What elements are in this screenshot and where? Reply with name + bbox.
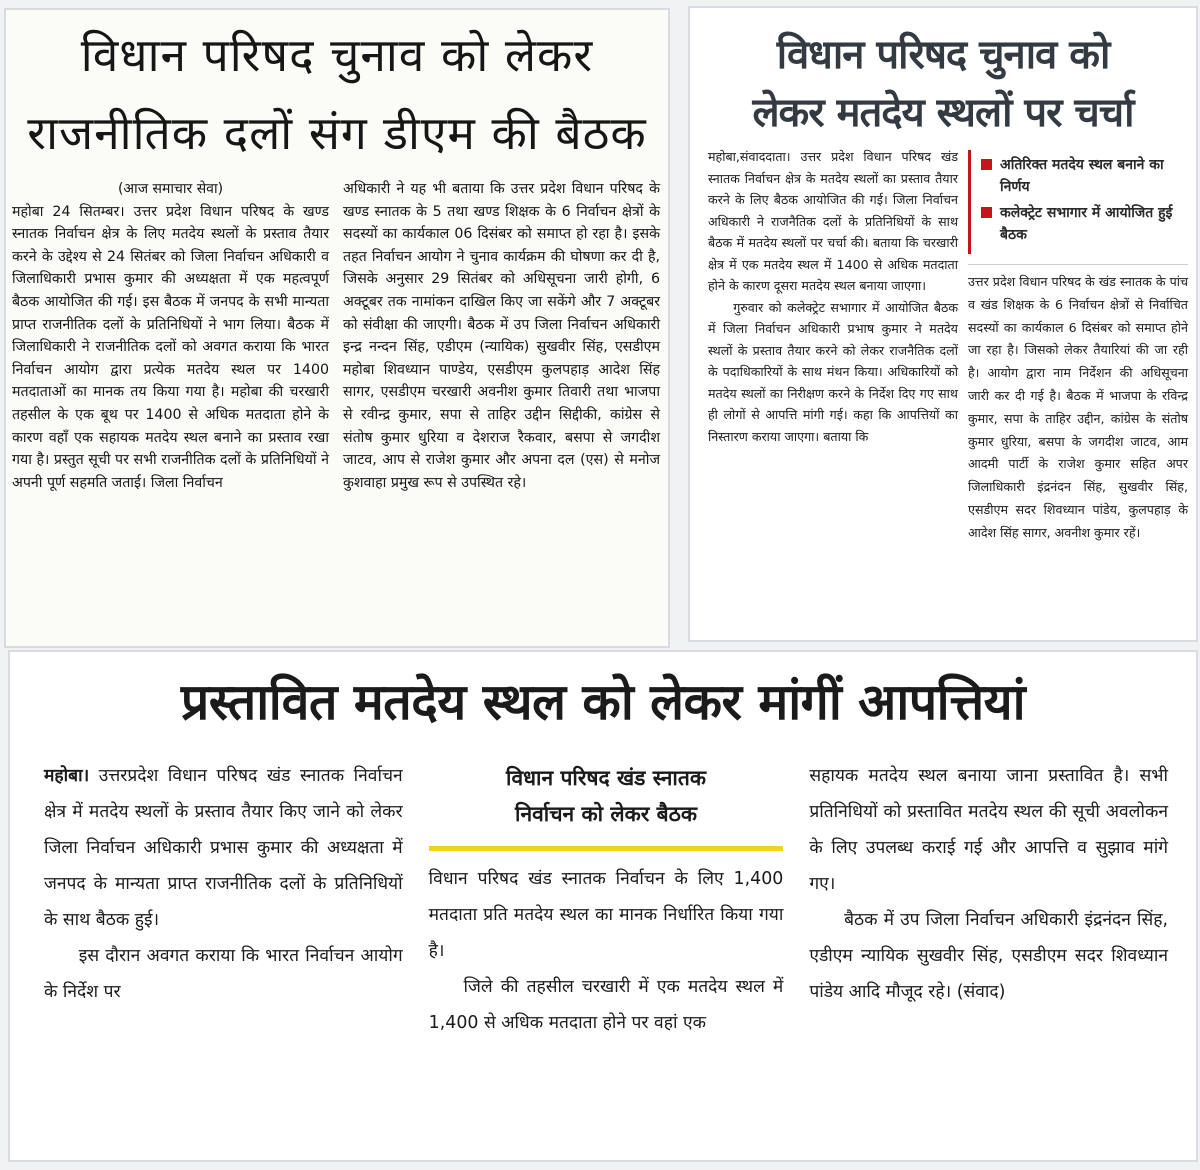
clip3-subheading-line1: विधान परिषद खंड स्नातक	[506, 766, 706, 790]
clip3-column-3-paragraph-2: बैठक में उप जिला निर्वाचन अधिकारी इंद्रनंदन सिंह, एडीएम न्यायिक सुखवीर सिंह, एसडीएम सदर शिवध्यान पांडेय आदि मौजूद रहे। (संवाद)	[809, 910, 1168, 1002]
yellow-divider	[429, 846, 784, 851]
clip3-column-2	[429, 758, 784, 1041]
clip3-subheading	[429, 758, 784, 832]
news-clipping-hindustan	[688, 6, 1198, 642]
clip1-headline	[6, 16, 668, 172]
clip2-headline-line1: विधान परिषद चुनाव को	[776, 32, 1110, 78]
red-square-bullet-icon	[981, 207, 992, 218]
clip2-highlight-text: अतिरिक्त मतदेय स्थल बनाने का निर्णय	[1000, 157, 1164, 195]
clip3-column-1	[44, 758, 403, 1041]
news-clipping-aaj	[4, 8, 670, 648]
clip2-highlight-item	[981, 154, 1182, 198]
clip1-columns	[6, 172, 668, 494]
clip1-credit: (आज समाचार सेवा)	[117, 181, 224, 197]
clip3-column-1-text: उत्तरप्रदेश विधान परिषद खंड स्नातक निर्वाचन क्षेत्र में मतदेय स्थलों के प्रस्ताव तैयार किए जाने को लेकर जिला निर्वाचन अधिकारी प्रभास कुमार की अध्यक्षता में जनपद के मान्यता प्राप्त राजनीतिक दलों के प्रतिनिधियों के साथ बैठक हुई।	[44, 766, 403, 930]
clip2-highlights-box	[968, 150, 1188, 254]
clip2-left-paragraph-2: गुरुवार को कलेक्ट्रेट सभागार में आयोजित बैठक में जिला निर्वाचन अधिकारी प्रभाष कुमार ने मतदेय स्थलों के प्रस्ताव तैयार करने को लेकर राजनैतिक दलों के पदाधिकारियों के साथ मंथन किया। अधिकारियों को मतदेय स्थलों का निरीक्षण करने के निर्देश दिए गए साथ ही लोगों से आपत्ति मांगी गई। कहा कि आपत्तियों का निस्तारण कराया जाएगा। बताया कि	[708, 299, 958, 444]
clip3-subheading-line2: निर्वाचन को लेकर बैठक	[515, 802, 697, 826]
clip3-column-1-paragraph-2: इस दौरान अवगत कराया कि भारत निर्वाचन आयोग के निर्देश पर	[44, 946, 403, 1002]
clip1-column-1-text: महोबा 24 सितम्बर। उत्तर प्रदेश विधान परिषद के खण्ड स्नातक निर्वाचन क्षेत्र के लिए मतदेय स्थलों के प्रस्ताव तैयार करने के उद्देश्य से 24 सितंबर को जिला निर्वाचन अधिकारी व जिलाधिकारी प्रभास कुमार की अध्यक्षता में एक महत्वपूर्ण बैठक आयोजित की गई। इस बैठक में जनपद के सभी मान्यता प्राप्त राजनीतिक दलों के प्रतिनिधियों ने भाग लिया। बैठक में जिलाधिकारी ने राजनीतिक दलों को अवगत कराया कि भारत निर्वाचन आयोग द्वारा प्रत्येक मतदेय स्थल पर 1400 मतदाताओं का मानक तय किया गया है। महोबा की चरखारी तहसील के एक बूथ पर 1400 से अधिक मतदाता होने के कारण वहाँ एक सहायक मतदेय स्थल बनाने का प्रस्ताव रखा गया है। प्रस्तुत सूची पर सभी राजनीतिक दलों के प्रतिनिधियों ने अपनी पूर्ण सहमति जताई। जिला निर्वाचन	[12, 203, 329, 491]
clip3-column-2-paragraph-2: जिले की तहसील चरखारी में एक मतदेय स्थल में 1,400 से अधिक मतदाता होने पर वहां एक	[428, 977, 784, 1033]
clip3-column-1-paragraph-1	[44, 758, 403, 938]
clip3-column-3	[809, 758, 1168, 1041]
clip2-highlight-text: कलेक्ट्रेट सभागार में आयोजित हुई बैठक	[1000, 205, 1173, 243]
red-square-bullet-icon	[981, 159, 992, 170]
clip1-column-2-text: अधिकारी ने यह भी बताया कि उत्तर प्रदेश विधान परिषद के खण्ड स्नातक के 5 तथा खण्ड शिक्षक के 6 निर्वाचन क्षेत्रों के सदस्यों का कार्यकाल 06 दिसंबर को समाप्त हो रहा है। इसके तहत निर्वाचन आयोग ने चुनाव कार्यक्रम की घोषणा कर दी है, जिसके अनुसार 29 सितंबर को अधिसूचना जारी होगी, 6 अक्टूबर तक नामांकन दाखिल किए जा सकेंगे और 7 अक्टूबर को संवीक्षा की जाएगी। बैठक में उप जिला निर्वाचन अधिकारी इन्द्र नन्दन सिंह, एडीएम (न्यायिक) सुखवीर सिंह, एसडीएम महोबा शिवध्यान पाण्डेय, एसडीएम कुलपहाड़ आदेश सिंह सागर, एसडीएम चरखारी अवनीश कुमार तिवारी तथा भाजपा से रवीन्द्र कुमार, सपा से ताहिर उद्दीन सिद्दीकी, कांग्रेस से संतोष कुमार धुरिया व देशराज रैकवार, बसपा से जगदीश जाटव, आप से राजेश कुमार और अपना दल (एस) से मनोज कुशवाहा प्रमुख रूप से उपस्थित रहे।	[343, 181, 660, 491]
clip1-column-2	[343, 178, 660, 494]
clip2-headline-line2: लेकर मतदेय स्थलों पर चर्चा	[752, 90, 1134, 136]
clip3-columns	[10, 752, 1196, 1041]
clip1-column-1	[12, 178, 329, 494]
clip1-headline-line1: विधान परिषद चुनाव को लेकर	[80, 28, 594, 82]
clip2-highlight-item	[981, 202, 1182, 246]
clip2-right-text: उत्तर प्रदेश विधान परिषद के खंड स्नातक के पांच व खंड शिक्षक के 6 निर्वाचन क्षेत्रों से निर्वाचित सदस्यों का कार्यकाल 6 दिसंबर को समाप्त होने जा रहा है। जिसको लेकर तैयारियां की जा रही है। आयोग द्वारा नाम निर्देशन की अधिसूचना जारी कर दी गई है। बैठक में भाजपा के रविन्द्र कुमार, सपा के ताहिर उद्दीन, कांग्रेस के संतोष कुमार धुरिया, बसपा के जगदीश जाटव, आम आदमी पार्टी के राजेश कुमार सहित अपर जिलाधिकारी इंद्रनंदन सिंह, सुखवीर सिंह, एसडीएम सदर शिवध्यान पांडेय, कुलपहाड़ के आदेश सिंह सागर, अवनीश कुमार रहें।	[968, 264, 1188, 545]
clip2-left-column	[708, 146, 958, 545]
clip1-headline-line2: राजनीतिक दलों संग डीएम की बैठक	[27, 106, 647, 160]
clip3-headline: प्रस्तावित मतदेय स्थल को लेकर मांगीं आपत्तियां	[180, 673, 1026, 731]
clip3-dateline: महोबा।	[44, 766, 90, 786]
news-clipping-amar-ujala	[8, 650, 1198, 1162]
clip3-column-2-paragraph-1: विधान परिषद खंड स्नातक निर्वाचन के लिए 1,400 मतदाता प्रति मतदेय स्थल का मानक निर्धारित किया गया है।	[428, 869, 784, 961]
clip2-right-column	[968, 146, 1188, 545]
clip2-left-paragraph-1: महोबा,संवाददाता। उत्तर प्रदेश विधान परिषद खंड स्नातक निर्वाचन क्षेत्र के मतदेय स्थलों का प्रस्ताव तैयार करने के लिए बैठक आयोजित की गई। जिला निर्वाचन अधिकारी ने राजनैतिक दलों के प्रतिनिधियों के साथ बैठक में मतदेय स्थलों पर चर्चा की। बताया कि चरखारी क्षेत्र में एक मतदेय स्थल में 1400 से अधिक मतदाता होने के कारण दूसरा मतदेय स्थल बनाया जाएगा।	[708, 149, 958, 293]
clip2-body	[690, 142, 1196, 545]
clip3-column-3-paragraph-1: सहायक मतदेय स्थल बनाया जाना प्रस्तावित है। सभी प्रतिनिधियों को प्रस्तावित मतदेय स्थल की सूची अवलोकन के लिए उपलब्ध कराई गई और आपत्ति व सुझाव मांगे गए।	[809, 766, 1168, 894]
clip2-headline	[690, 26, 1196, 142]
